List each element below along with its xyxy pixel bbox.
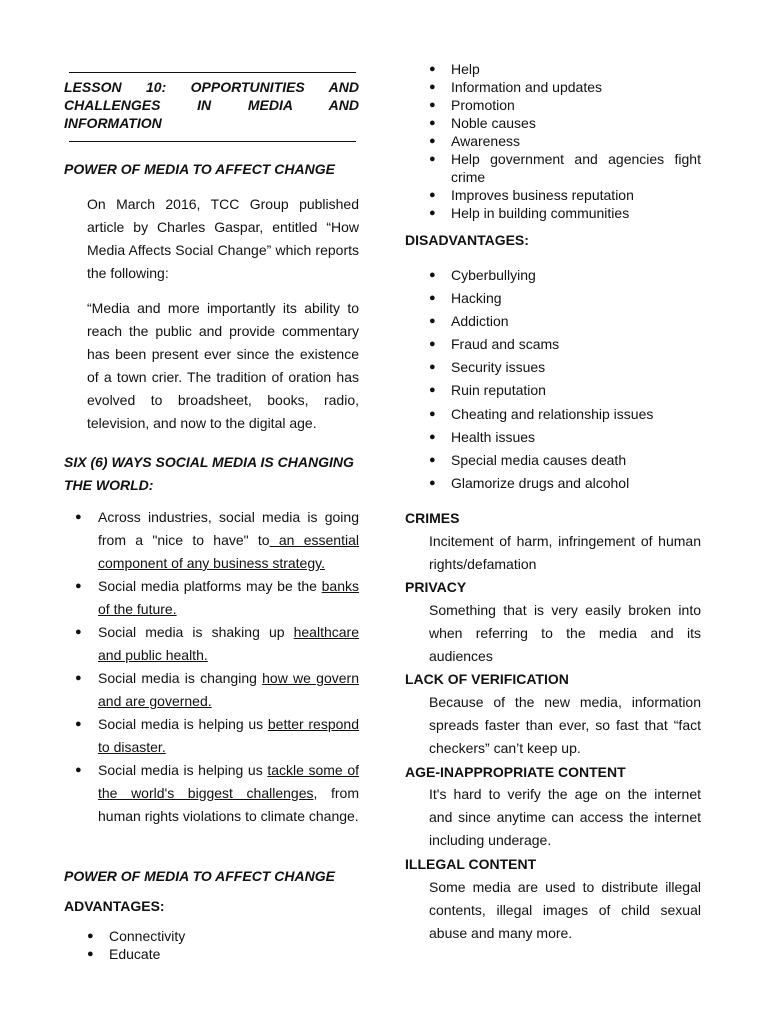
term-title-illegal-content: ILLEGAL CONTENT (405, 856, 537, 872)
quote-text: “Media and more importantly its ability to reach the public and provide commentary has been present ever since the existence of a town crier. The tradition of oration has evolved to broadsheet, books, radio, television, and now to the digital age. (87, 300, 359, 431)
disadvantages-list (429, 264, 701, 495)
list-item: ● Social media is helping us better respond to disaster. (64, 713, 359, 759)
list-item: ● Cheating and relationship issues (429, 403, 701, 426)
section-heading-six-ways: SIX (6) WAYS SOCIAL MEDIA IS CHANGING THE WORLD: (64, 454, 354, 493)
intro-text: On March 2016, TCC Group published article by Charles Gaspar, entitled “How Media Affects Social Change” which reports the following: (87, 196, 359, 281)
list-item: ● Social media is changing how we govern and are governed. (64, 667, 359, 713)
term-title-privacy: PRIVACY (405, 579, 467, 595)
term-body-crimes: Incitement of harm, infringement of human rights/defamation (429, 533, 701, 572)
linked-phrase: an essential component of any business strategy. (98, 532, 359, 571)
list-item: ● Fraud and scams (429, 333, 701, 356)
list-item: ● Across industries, social media is going from a "nice to have" to an essential component of any business strategy. (64, 506, 359, 575)
lesson-title: LESSON 10: OPPORTUNITIES AND CHALLENGES IN MEDIA AND INFORMATION (64, 79, 359, 131)
quote-paragraph (87, 297, 359, 435)
term-body-age-inappropriate: It's hard to verify the age on the internet and since anytime can access the internet including underage. (429, 786, 701, 848)
advantages-heading: ADVANTAGES: (64, 898, 165, 914)
list-item: ● Noble causes (429, 114, 701, 132)
list-item: ● Security issues (429, 356, 701, 379)
list-item: ● Information and updates (429, 78, 701, 96)
advantages-list-continued (429, 60, 701, 222)
list-item: ● Social media platforms may be the banks of the future. (64, 575, 359, 621)
list-item: ● Improves business reputation (429, 186, 701, 204)
term-title-crimes: CRIMES (405, 510, 460, 526)
list-item: ● Promotion (429, 96, 701, 114)
advantages-list-left (87, 927, 359, 963)
list-item: ● Help government and agencies fight crime (429, 150, 701, 186)
linked-phrase: how we govern and are governed. (98, 670, 359, 709)
list-item: ● Help in building communities (429, 204, 701, 222)
term-body-privacy: Something that is very easily broken into when referring to the media and its audiences (429, 602, 701, 664)
list-item: ● Health issues (429, 426, 701, 449)
disadvantages-heading: DISADVANTAGES: (405, 232, 529, 248)
term-title-age-inappropriate: AGE-INAPPROPRIATE CONTENT (405, 764, 626, 780)
list-item: ● Glamorize drugs and alcohol (429, 472, 701, 495)
list-item: ● Social media is shaking up healthcare and public health. (64, 621, 359, 667)
list-item: ● Awareness (429, 132, 701, 150)
title-rule-top (69, 72, 356, 73)
title-rule-bottom (69, 141, 356, 142)
list-item: ● Cyberbullying (429, 264, 701, 287)
list-item: ● Addiction (429, 310, 701, 333)
linked-phrase: tackle some of the world's biggest challenges (98, 762, 359, 801)
section-heading-power-of-media: POWER OF MEDIA TO AFFECT CHANGE (64, 161, 335, 177)
list-item: ● Connectivity (87, 927, 359, 945)
linked-phrase: healthcare and public health. (98, 624, 359, 663)
section-heading-power-of-media-2: POWER OF MEDIA TO AFFECT CHANGE (64, 868, 335, 884)
list-item: ● Hacking (429, 287, 701, 310)
term-body-illegal-content: Some media are used to distribute illegal contents, illegal images of child sexual abuse and many more. (429, 879, 701, 941)
list-item: ● Educate (87, 945, 359, 963)
linked-phrase: better respond to disaster. (98, 716, 359, 755)
term-title-lack-of-verification: LACK OF VERIFICATION (405, 671, 569, 687)
intro-paragraph (87, 193, 359, 285)
list-item: ● Special media causes death (429, 449, 701, 472)
six-ways-list (64, 506, 359, 828)
list-item: ● Social media is helping us tackle some of the world's biggest challenges, from human rights violations to climate change. (64, 759, 359, 828)
linked-phrase: banks of the future. (98, 578, 359, 617)
list-item: ● Ruin reputation (429, 379, 701, 402)
list-item: ● Help (429, 60, 701, 78)
term-body-lack-of-verification: Because of the new media, information spreads faster than ever, so fast that “fact checkers” can’t keep up. (429, 694, 701, 756)
